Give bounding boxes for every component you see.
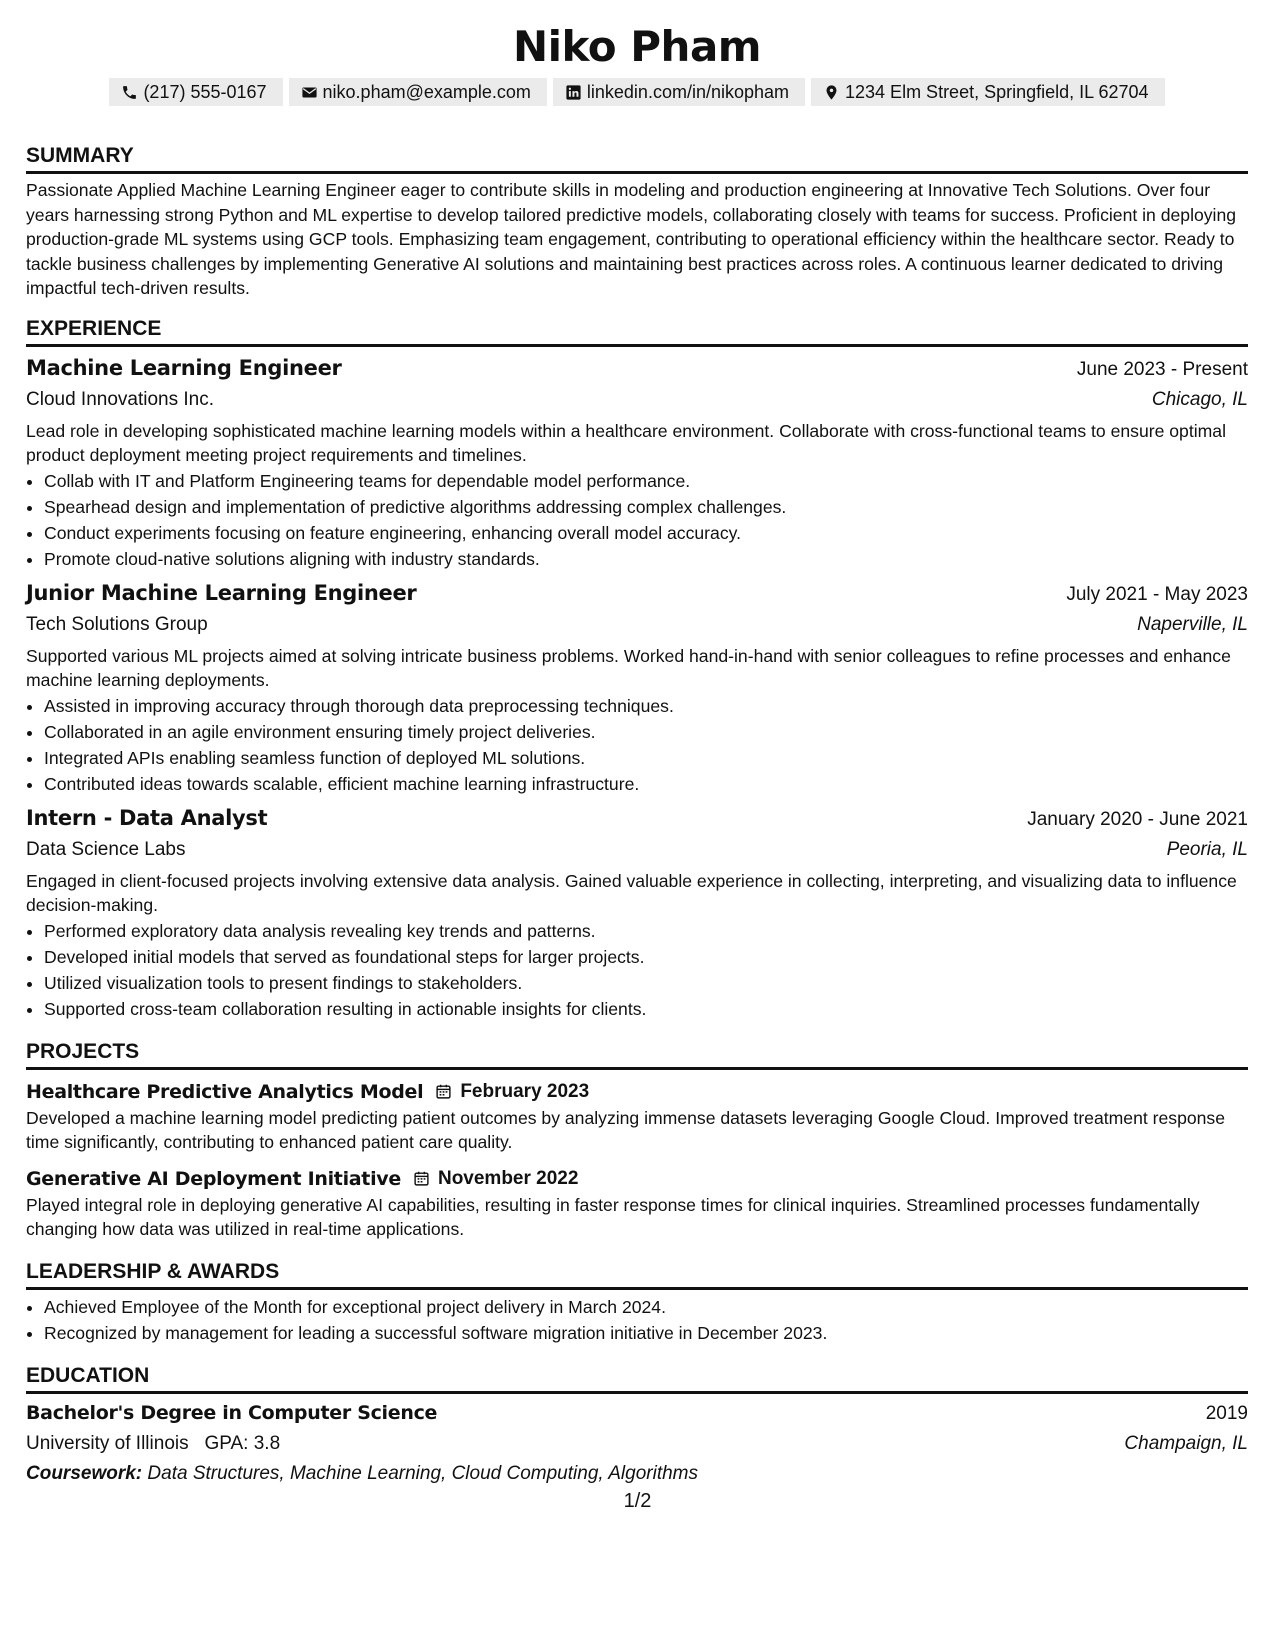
experience-heading: EXPERIENCE [26,315,1248,347]
phone-icon [121,84,138,101]
contact-address[interactable] [811,78,1165,106]
job-location: Naperville, IL [1137,613,1248,635]
job-title: Junior Machine Learning Engineer [26,580,417,605]
gpa: GPA: 3.8 [204,1432,281,1454]
leadership-heading: LEADERSHIP & AWARDS [26,1258,1248,1290]
job-date: January 2020 - June 2021 [1027,808,1248,830]
email-address: niko.pham@example.com [322,82,531,102]
job-date: June 2023 - Present [1076,358,1248,380]
list-item: • Conduct experiments focusing on feature engineering, enhancing overall model accuracy. [44,520,1248,546]
job-entry [26,578,1248,797]
contact-email[interactable] [289,78,547,106]
list-item: • Utilized visualization tools to present findings to stakeholders. [44,970,1248,996]
education-section [26,1362,1248,1489]
contact-linkedin[interactable] [553,78,805,106]
school-line [26,1429,280,1459]
job-entry [26,803,1248,1022]
job-title: Intern - Data Analyst [26,805,268,830]
job-bullets [26,468,1248,572]
project-title: Generative AI Deployment Initiative [26,1167,401,1190]
list-item: • Collab with IT and Platform Engineering teams for dependable model performance. [44,468,1248,494]
education-heading: EDUCATION [26,1362,1248,1394]
list-item: • Collaborated in an agile environment ensuring timely project deliveries. [44,719,1248,745]
job-description: Supported various ML projects aimed at solving intricate business problems. Worked hand-in-hand with senior colleagues to refine processes and enhance machine learning deployments. [26,645,1231,690]
experience-section [26,315,1248,1022]
summary-heading: SUMMARY [26,142,1248,174]
phone-number: (217) 555-0167 [143,82,267,102]
coursework-list: Data Structures, Machine Learning, Cloud Computing, Algorithms [147,1462,698,1484]
job-title: Machine Learning Engineer [26,355,342,380]
calendar-icon [413,1170,430,1187]
email-icon [301,84,318,101]
job-company: Data Science Labs [26,838,186,860]
school-location: Champaign, IL [1124,1432,1248,1454]
list-item: • Recognized by management for leading a successful software migration initiative in December 2023. [44,1320,1248,1346]
project-entry [26,1078,1248,1155]
job-bullets [26,918,1248,1022]
school-name: University of Illinois [26,1432,189,1454]
list-item: • Achieved Employee of the Month for exceptional project delivery in March 2024. [44,1294,1248,1320]
job-description: Lead role in developing sophisticated machine learning models within a healthcare environment. Collaborate with cross-functional teams to ensure optimal product deployment meeting project requirements and timelines. [26,420,1226,465]
coursework-line [26,1459,1248,1489]
project-description: Developed a machine learning model predicting patient outcomes by analyzing immense datasets leveraging Google Cloud. Improved treatment response time significantly, contributing to enhanced patient care quality. [26,1107,1226,1152]
job-location: Chicago, IL [1151,388,1248,410]
leadership-section [26,1258,1248,1346]
list-item: • Supported cross-team collaboration resulting in actionable insights for clients. [44,996,1248,1022]
street-address: 1234 Elm Street, Springfield, IL 62704 [845,82,1149,102]
job-location: Peoria, IL [1166,838,1248,860]
summary-text: Passionate Applied Machine Learning Engineer eager to contribute skills in modeling and production engineering at Innovative Tech Solutions. Over four years harnessing strong Python and ML expertise to develop tailored predictive models, collaborating closely with teams for success. Proficient in deploying production-grade ML systems using GCP tools. Emphasizing team engagement, contributing to operational efficiency within the healthcare sector. Ready to tackle business challenges by implementing Generative AI solutions and maintaining best practices across roles. A continuous learner dedicated to driving impactful tech-driven results. [26,180,1237,298]
page-number: 1/2 [623,1490,652,1512]
list-item: • Assisted in improving accuracy through thorough data preprocessing techniques. [44,693,1248,719]
calendar-icon [435,1083,452,1100]
summary-section [26,142,1248,301]
project-title: Healthcare Predictive Analytics Model [26,1080,424,1103]
job-bullets [26,693,1248,797]
projects-section [26,1038,1248,1242]
location-icon [823,84,840,101]
list-item: • Contributed ideas towards scalable, efficient machine learning infrastructure. [44,771,1248,797]
job-description: Engaged in client-focused projects involving extensive data analysis. Gained valuable experience in collecting, interpreting, and visualizing data to influence decision-making. [26,870,1237,915]
list-item: • Performed exploratory data analysis revealing key trends and patterns. [44,918,1248,944]
coursework-label: Coursework: [26,1462,143,1484]
list-item: • Developed initial models that served as foundational steps for larger projects. [44,944,1248,970]
degree-title: Bachelor's Degree in Computer Science [26,1401,438,1424]
list-item: • Integrated APIs enabling seamless function of deployed ML solutions. [44,745,1248,771]
graduation-year: 2019 [1205,1402,1248,1424]
job-entry [26,353,1248,572]
job-date: July 2021 - May 2023 [1066,583,1248,605]
resume-page [26,22,1248,1489]
project-date: February 2023 [460,1080,590,1102]
project-date: November 2022 [437,1167,579,1189]
contact-phone[interactable] [109,78,282,106]
job-company: Cloud Innovations Inc. [26,388,215,410]
job-company: Tech Solutions Group [26,613,208,635]
candidate-name: Niko Pham [512,22,762,71]
project-description: Played integral role in deploying generative AI capabilities, resulting in faster response times for clinical inquiries. Streamlined processes fundamentally changing how data was utilized in real-time applications. [26,1194,1200,1239]
project-entry [26,1165,1248,1242]
leadership-bullets [26,1294,1248,1346]
linkedin-url: linkedin.com/in/nikopham [586,82,790,102]
linkedin-icon [565,84,582,101]
list-item: • Spearhead design and implementation of predictive algorithms addressing complex challenges. [44,494,1248,520]
list-item: • Promote cloud-native solutions aligning with industry standards. [44,546,1248,572]
projects-heading: PROJECTS [26,1038,1248,1070]
contact-bar [26,78,1248,106]
